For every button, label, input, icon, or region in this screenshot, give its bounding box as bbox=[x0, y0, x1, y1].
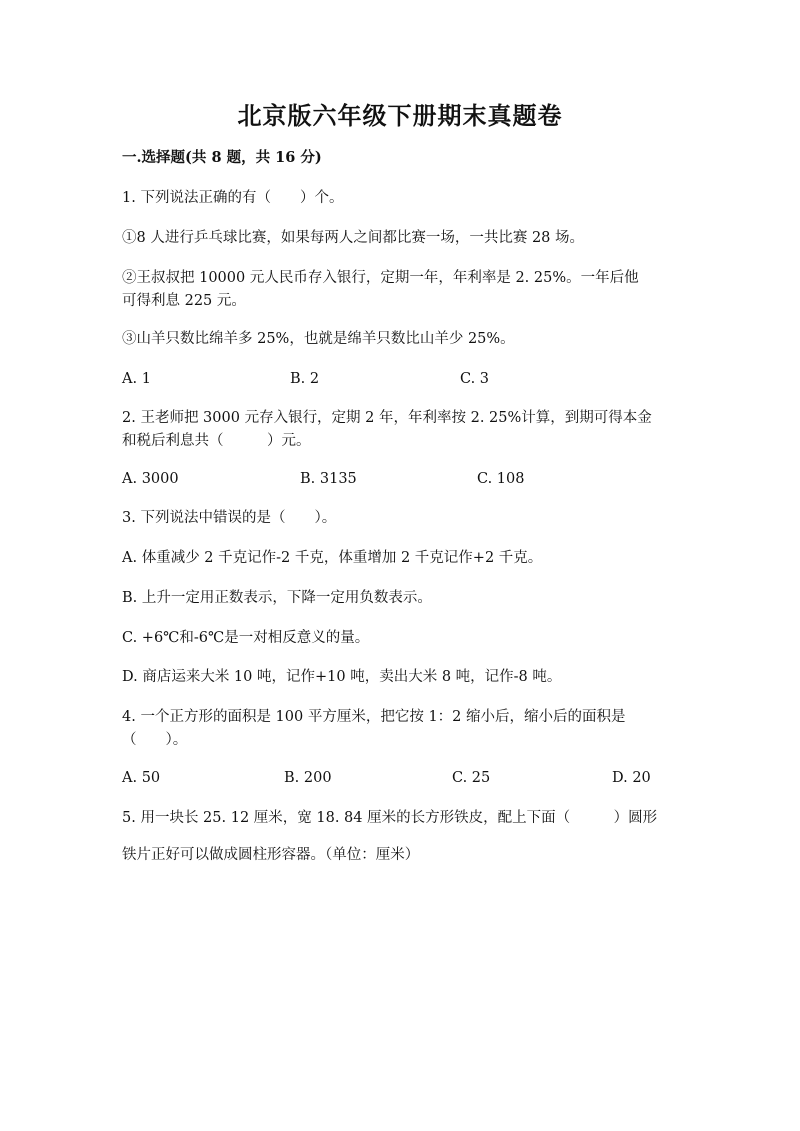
question-3-option-c: C. +6℃和-6℃是一对相反意义的量。 bbox=[122, 630, 370, 646]
question-3-option-a: A. 体重减少 2 千克记作-2 千克，体重增加 2 千克记作+2 千克。 bbox=[122, 550, 543, 566]
section-heading-choice: 一.选择题(共 8 题，共 16 分) bbox=[122, 149, 322, 166]
question-3-option-d: D. 商店运来大米 10 吨，记作+10 吨，卖出大米 8 吨，记作-8 吨。 bbox=[122, 669, 562, 685]
question-5-stem-line-2: 铁片正好可以做成圆柱形容器。（单位：厘米） bbox=[122, 847, 420, 863]
question-1-statement-1: ①8 人进行乒乓球比赛，如果每两人之间都比赛一场，一共比赛 28 场。 bbox=[122, 230, 585, 246]
question-2-stem-line-2: 和税后利息共（ ）元。 bbox=[122, 433, 311, 449]
question-1-stem: 1. 下列说法正确的有（ ）个。 bbox=[122, 190, 344, 206]
question-2-option-c: C. 108 bbox=[477, 471, 525, 487]
question-4-option-a: A. 50 bbox=[122, 770, 161, 786]
question-4-option-b: B. 200 bbox=[284, 770, 332, 786]
question-3-stem: 3. 下列说法中错误的是（ ）。 bbox=[122, 510, 337, 526]
question-1-statement-3: ③山羊只数比绵羊多 25%，也就是绵羊只数比山羊少 25%。 bbox=[122, 331, 515, 347]
question-2-option-b: B. 3135 bbox=[300, 471, 357, 487]
question-1-statement-2-line-1: ②王叔叔把 10000 元人民币存入银行，定期一年，年利率是 2. 25%。一年后他 bbox=[122, 270, 639, 286]
question-3-option-b: B. 上升一定用正数表示，下降一定用负数表示。 bbox=[122, 590, 432, 606]
question-5-stem-line-1: 5. 用一块长 25. 12 厘米，宽 18. 84 厘米的长方形铁皮，配上下面（ ）圆形 bbox=[122, 810, 658, 826]
question-4-stem-line-1: 4. 一个正方形的面积是 100 平方厘米，把它按 1：2 缩小后，缩小后的面积是 bbox=[122, 709, 626, 725]
page-title: 北京版六年级下册期末真题卷 bbox=[237, 101, 563, 130]
question-2-option-a: A. 3000 bbox=[122, 471, 179, 487]
question-4-stem-line-2: （ ）。 bbox=[122, 732, 188, 748]
question-1-statement-2-line-2: 可得利息 225 元。 bbox=[122, 293, 246, 309]
question-4-option-d: D. 20 bbox=[612, 770, 651, 786]
question-4-option-c: C. 25 bbox=[452, 770, 491, 786]
question-2-stem-line-1: 2. 王老师把 3000 元存入银行，定期 2 年，年利率按 2. 25%计算，到期可得本金 bbox=[122, 410, 652, 426]
question-1-option-a: A. 1 bbox=[122, 371, 151, 387]
question-1-option-b: B. 2 bbox=[290, 371, 320, 387]
question-1-option-c: C. 3 bbox=[460, 371, 490, 387]
